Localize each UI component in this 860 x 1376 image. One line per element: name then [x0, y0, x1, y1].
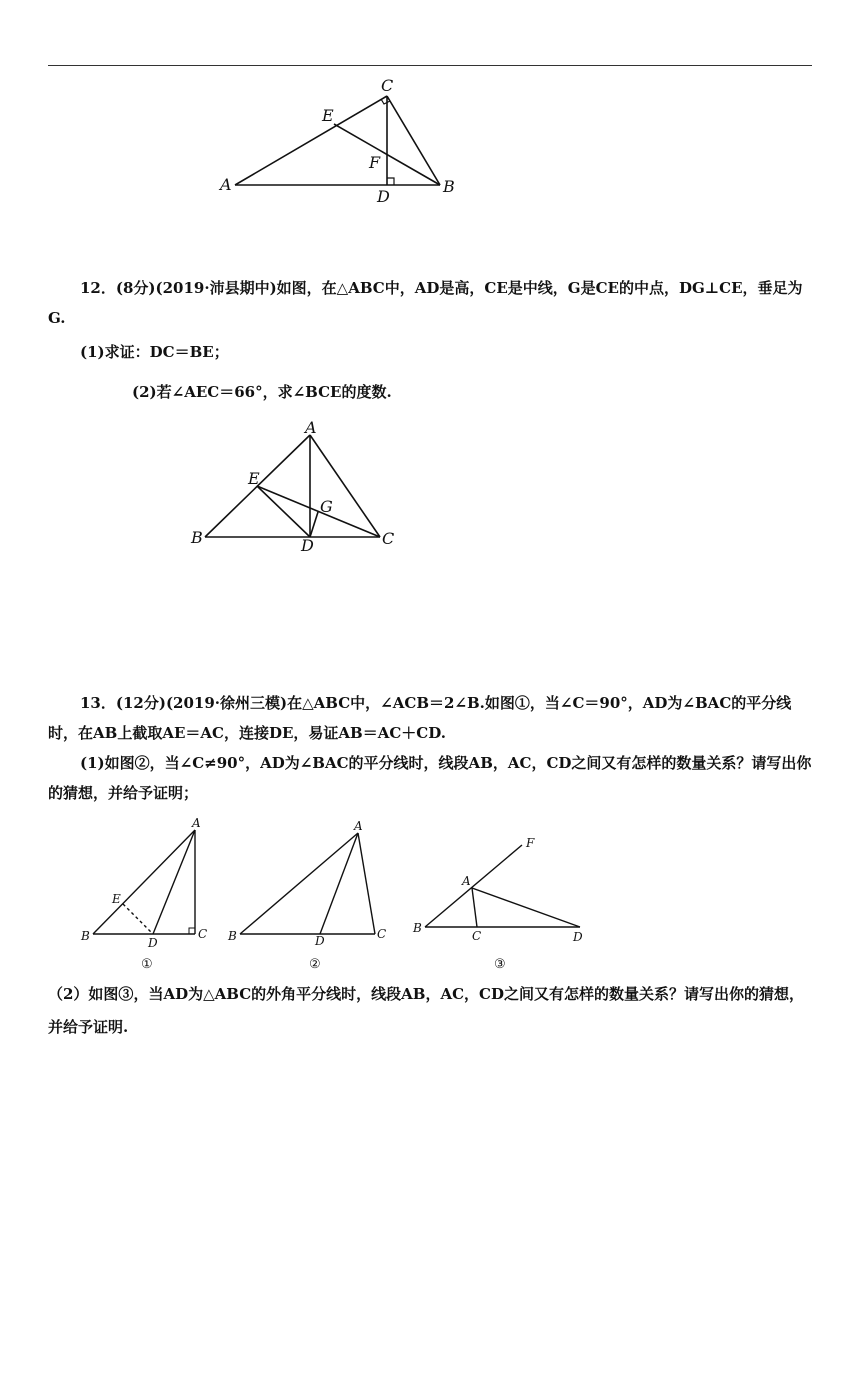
question-13-part-2-block: [48, 978, 812, 1044]
fig2-label-B: B: [228, 929, 237, 943]
label-B: B: [443, 177, 455, 196]
question-12-part-2: (2)若∠AEC＝66°，求∠BCE的度数.: [132, 383, 392, 401]
label-D: D: [377, 187, 390, 206]
label-E: E: [248, 469, 260, 488]
fig3-label-C: C: [472, 929, 482, 943]
fig3-label-F: F: [526, 836, 535, 850]
figure-q12-triangle: [0, 410, 860, 560]
question-12-part-1: (1)求证：DC＝BE；: [80, 343, 229, 361]
fig1-label-E: E: [112, 892, 121, 906]
fig2-label-C: C: [377, 927, 387, 941]
label-E: E: [322, 106, 334, 125]
fig3-label-A: A: [462, 874, 471, 888]
figure-top-triangle: [0, 0, 860, 230]
fig3-caption: ③: [494, 957, 506, 972]
figure-q13-set: [0, 805, 860, 975]
question-12-text: 12．(8分)(2019·沛县期中)如图，在△ABC中，AD是高，CE是中线，G是CE的中点，DG⊥CE，垂足为G.: [48, 279, 803, 327]
fig2-label-A: A: [354, 819, 363, 833]
question-13-part-2: （2）如图③，当AD为△ABC的外角平分线时，线段AB，AC，CD之间又有怎样的数量关系？请写出你的猜想，并给予证明.: [48, 985, 804, 1036]
label-B: B: [191, 528, 203, 547]
fig1-label-C: C: [198, 927, 208, 941]
label-C: C: [382, 529, 395, 548]
label-A: A: [220, 175, 232, 194]
label-C: C: [381, 76, 394, 95]
question-13-part-1: (1)如图②，当∠C≠90°，AD为∠BAC的平分线时，线段AB，AC，CD之间又有怎样的数量关系？请写出你的猜想，并给予证明；: [48, 754, 812, 802]
fig1-label-A: A: [192, 816, 201, 830]
fig3-label-B: B: [413, 921, 422, 935]
fig1-caption: ①: [141, 957, 153, 972]
question-13: [48, 688, 812, 808]
label-A: A: [305, 418, 317, 437]
fig2-caption: ②: [309, 957, 321, 972]
question-13-text: 13．(12分)(2019·徐州三模)在△ABC中，∠ACB＝2∠B.如图①，当∠C＝90°，AD为∠BAC的平分线时，在AB上截取AE＝AC，连接DE，易证AB＝AC＋CD.: [48, 694, 792, 742]
label-F: F: [369, 153, 381, 172]
label-G: G: [320, 497, 333, 516]
fig2-label-D: D: [315, 934, 325, 948]
fig1-label-B: B: [81, 929, 90, 943]
label-D: D: [301, 536, 314, 555]
fig3-label-D: D: [573, 930, 583, 944]
fig1-label-D: D: [148, 936, 158, 950]
question-12: [48, 273, 812, 407]
